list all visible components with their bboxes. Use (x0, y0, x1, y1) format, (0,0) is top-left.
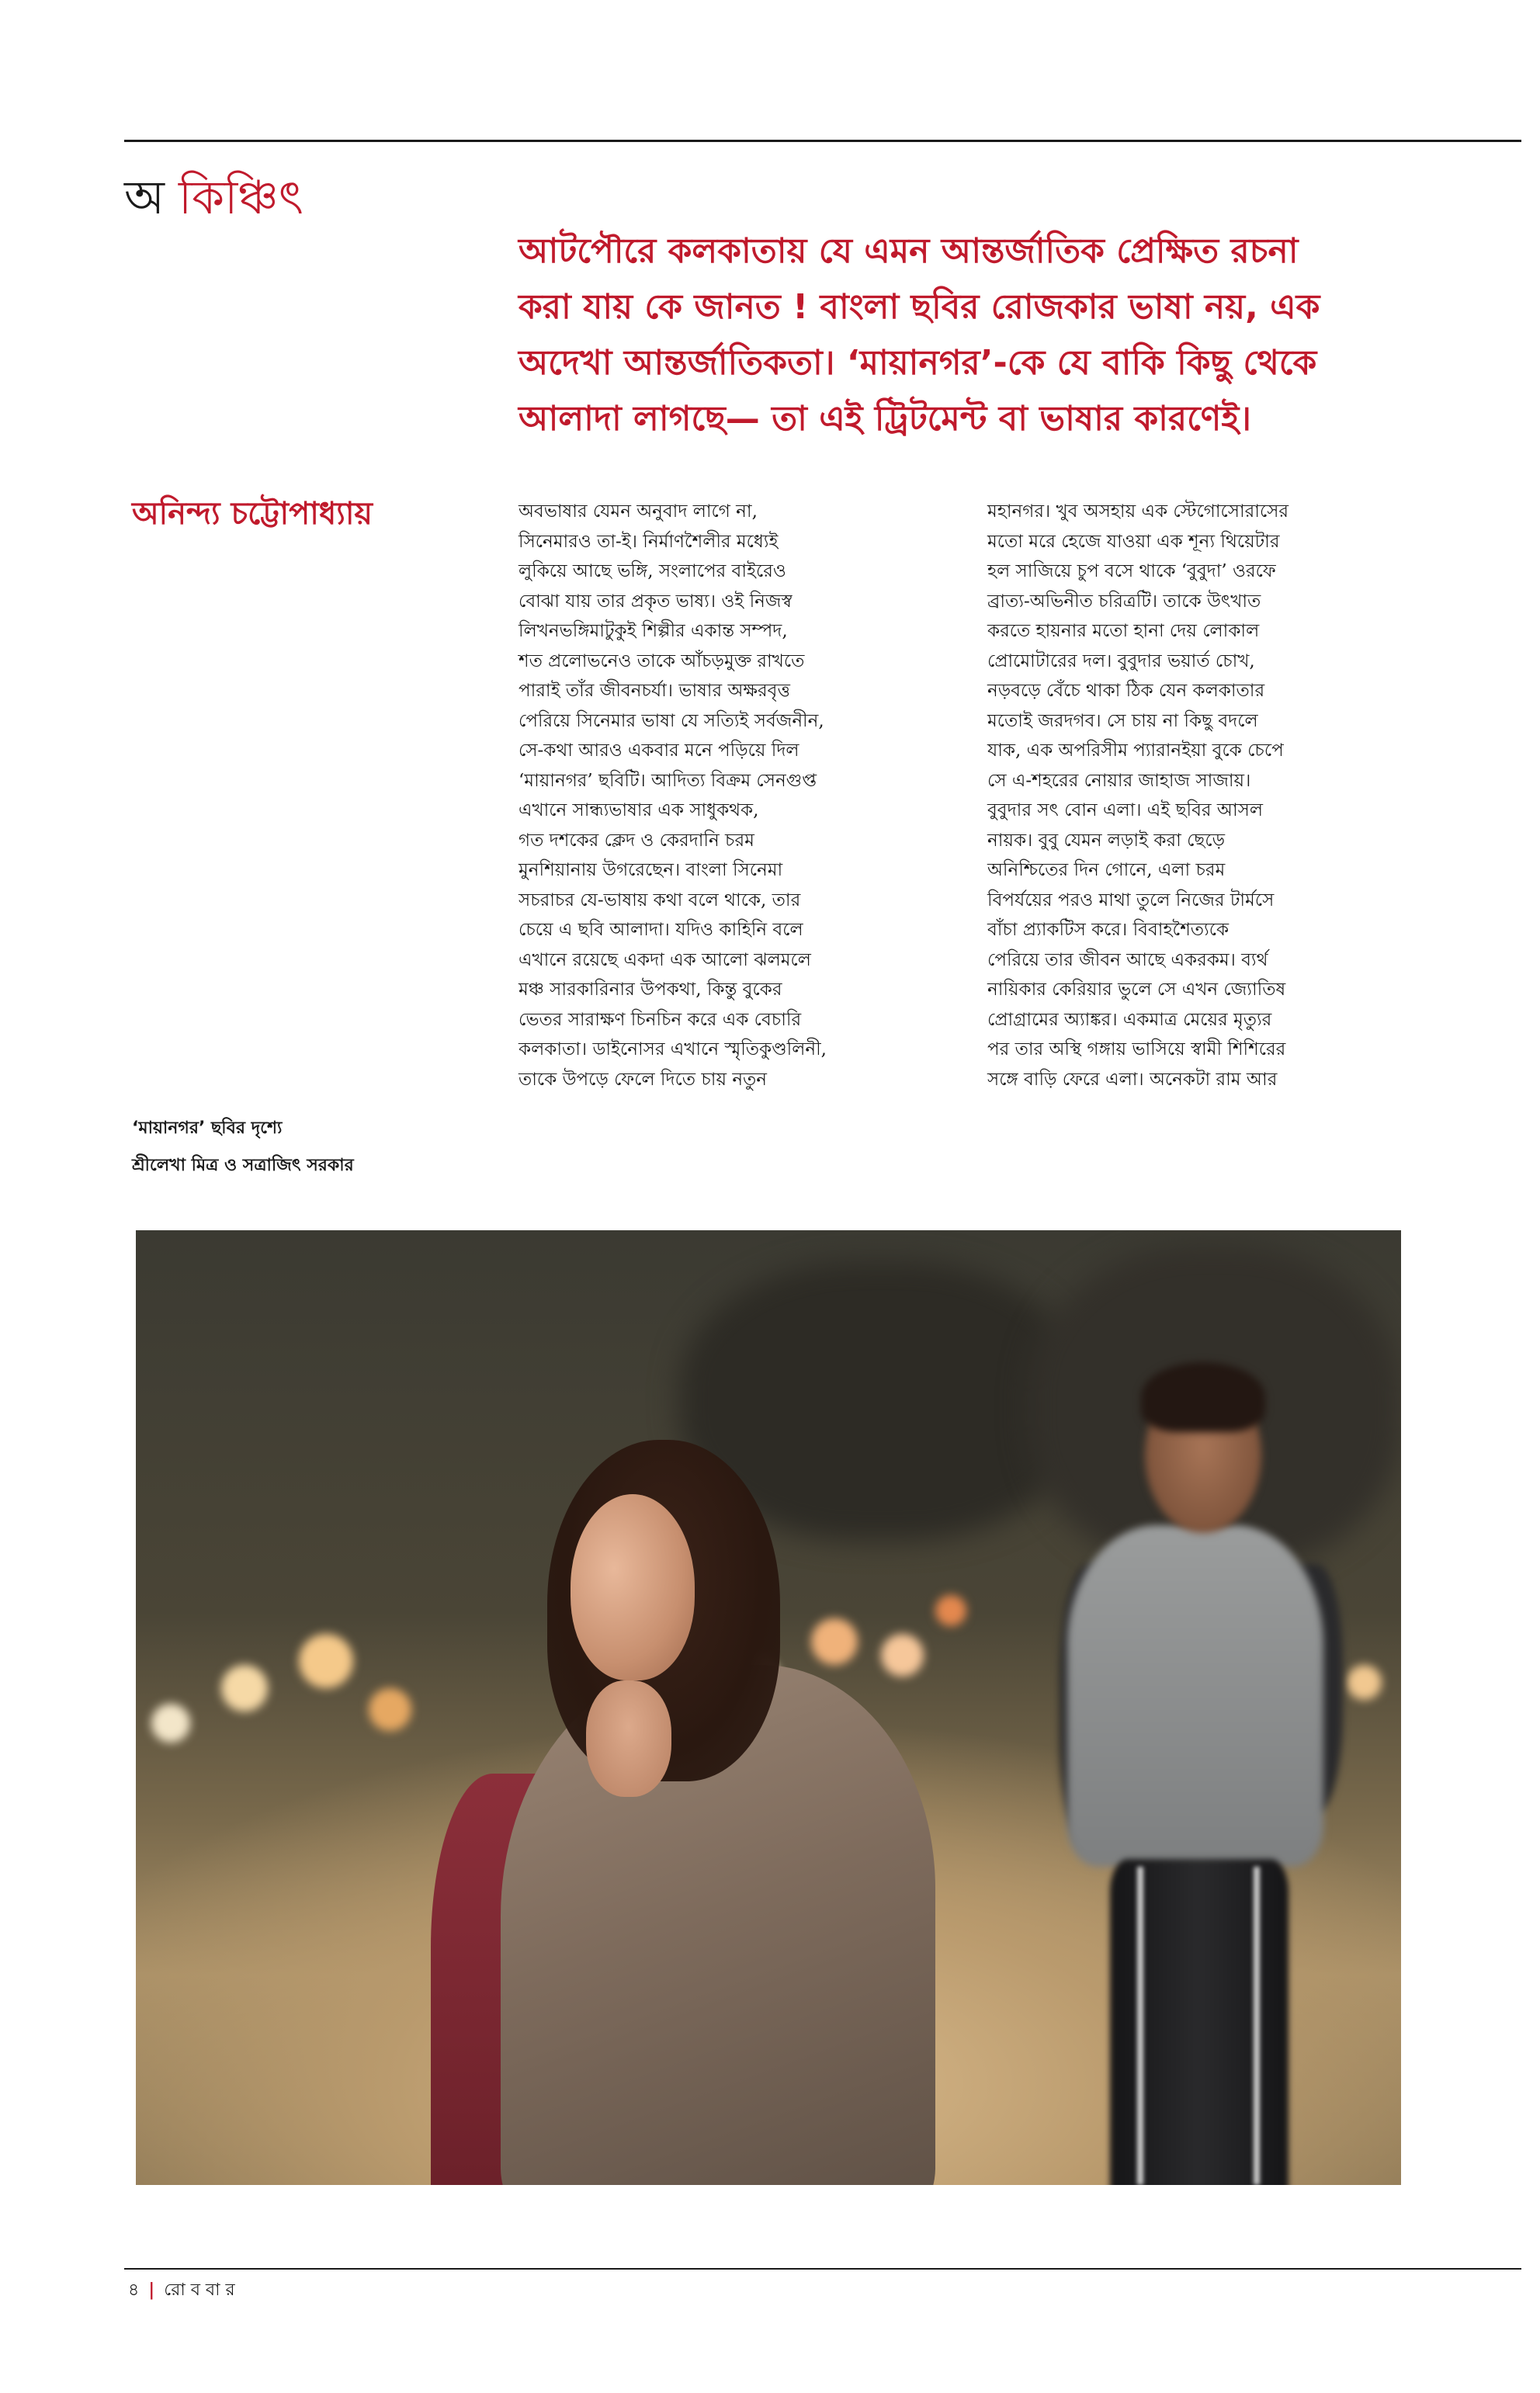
pullquote-line: আলাদা লাগছে— তা এই ট্রিটমেন্ট বা ভাষার কারণেই। (519, 399, 1252, 439)
man-sweater-vest (1067, 1525, 1323, 1867)
article-line: অনিশ্চিতের দিন গোনে, এলা চরম (987, 860, 1226, 880)
author-byline: অনিন্দ্য চট্টোপাধ্যায় (132, 496, 373, 532)
article-line: ‘মায়ানগর’ ছবিটি। আদিত্য বিক্রম সেনগুপ্ত (519, 770, 817, 791)
bokeh-light (811, 1618, 858, 1665)
magazine-name: রো ব বা র (164, 2280, 235, 2300)
article-line: ব্রাত্য-অভিনীত চরিত্রটি। তাকে উৎখাত (987, 591, 1261, 612)
caption-line: ‘মায়ানগর’ ছবির দৃশ্যে (132, 1118, 283, 1138)
man-hair (1141, 1362, 1265, 1432)
article-line: চেয়ে এ ছবি আলাদা। যদিও কাহিনি বলে (519, 920, 803, 940)
article-line: করতে হায়নার মতো হানা দেয় লোকাল (987, 621, 1260, 641)
pullquote-line: অদেখা আন্তর্জাতিকতা। ‘মায়ানগর’-কে যে বাকি কিছু থেকে (519, 343, 1317, 383)
article-line: কলকাতা। ডাইনোসর এখানে স্মৃতিকুণ্ডলিনী, (519, 1039, 827, 1060)
article-line: বাঁচা প্র্যাকটিস করে। বিবাহশৈত্যকে (987, 920, 1230, 940)
article-line: যাক, এক অপরিসীম প্যারানইয়া বুকে চেপে (987, 740, 1284, 761)
pullquote-line: আটপৌরে কলকাতায় যে এমন আন্তর্জাতিক প্রেক্ষিত রচনা (519, 231, 1299, 271)
bokeh-light (935, 1595, 966, 1626)
article-line: প্রোমোটারের দল। বুবুদার ভয়ার্ত চোখ, (987, 650, 1255, 671)
article-line: মহানগর। খুব অসহায় এক স্টেগোসোরাসের (987, 501, 1289, 522)
article-line: পর তার অস্থি গঙ্গায় ভাসিয়ে স্বামী শিশিরের (987, 1039, 1286, 1060)
article-line: গত দশকের ক্লেদ ও কেরদানি চরম (519, 830, 754, 851)
section-prefix: অ (124, 171, 165, 225)
woman-face (571, 1494, 695, 1680)
article-line: এখানে রয়েছে একদা এক আলো ঝলমলে (519, 949, 811, 970)
article-line: মতোই জরদগব। সে চায় না কিছু বদলে (987, 710, 1258, 731)
film-still-photo (136, 1230, 1401, 2185)
article-line: ভেতর সারাক্ষণ চিনচিন করে এক বেচারি (519, 1009, 802, 1030)
bokeh-light (299, 1634, 353, 1688)
page-footer (128, 2274, 235, 2306)
woman-hand (586, 1680, 671, 1797)
footer-separator: | (148, 2280, 155, 2300)
bottom-rule (124, 2268, 1521, 2270)
track-pants-stripe (1137, 1867, 1143, 2185)
article-line: শত প্রলোভনেও তাকে আঁচড়মুক্ত রাখতে (519, 650, 805, 671)
article-line: লুকিয়ে আছে ভঙ্গি, সংলাপের বাইরেও (519, 561, 786, 581)
photo-caption (132, 1110, 458, 1184)
article-line: এখানে সান্ধ্যভাষার এক সাধুকথক, (519, 800, 759, 820)
article-line: লিখনভঙ্গিমাটুকুই শিল্পীর একান্ত সম্পদ, (519, 621, 788, 641)
article-line: পেরিয়ে তার জীবন আছে একরকম। ব্যর্থ (987, 949, 1268, 970)
page-number: ৪ (128, 2280, 140, 2300)
article-line: তাকে উপড়ে ফেলে দিতে চায় নতুন (519, 1069, 768, 1090)
article-line: বোঝা যায় তার প্রকৃত ভাষ্য। ওই নিজস্ব (519, 591, 793, 612)
article-line: সিনেমারও তা-ই। নির্মাণশৈলীর মধ্যেই (519, 531, 779, 552)
caption-line: শ্রীলেখা মিত্র ও সত্রাজিৎ সরকার (132, 1156, 354, 1175)
article-line: নড়বড়ে বেঁচে থাকা ঠিক যেন কলকাতার (987, 681, 1265, 701)
article-line: সে এ-শহরের নোয়ার জাহাজ সাজায়। (987, 770, 1251, 791)
bokeh-light (221, 1665, 268, 1712)
article-line: প্রোগ্রামের অ্যাঙ্কর। একমাত্র মেয়ের মৃত্যুর (987, 1009, 1272, 1030)
track-pants-stripe (1254, 1867, 1260, 2185)
section-heading (124, 167, 303, 229)
bokeh-light (1347, 1665, 1382, 1700)
article-line: পারাই তাঁর জীবনচর্যা। ভাষার অক্ষরবৃত্ত (519, 681, 790, 701)
bokeh-light (881, 1634, 924, 1677)
pullquote-line: করা যায় কে জানত ! বাংলা ছবির রোজকার ভাষা নয়, এক (519, 287, 1320, 327)
article-line: সে-কথা আরও একবার মনে পড়িয়ে দিল (519, 740, 799, 761)
article-line: মুনশিয়ানায় উগরেছেন। বাংলা সিনেমা (519, 860, 783, 880)
article-line: অবভাষার যেমন অনুবাদ লাগে না, (519, 501, 758, 522)
article-line: সচরাচর যে-ভাষায় কথা বলে থাকে, তার (519, 890, 801, 910)
bokeh-light (151, 1704, 190, 1743)
article-line: নায়িকার কেরিয়ার ভুলে সে এখন জ্যোতিষ (987, 980, 1286, 1000)
article-line: পেরিয়ে সিনেমার ভাষা যে সত্যিই সর্বজনীন, (519, 710, 824, 731)
top-rule (124, 140, 1521, 142)
article-column-2 (987, 497, 1445, 1094)
article-line: নায়ক। বুবু যেমন লড়াই করা ছেড়ে (987, 830, 1226, 851)
article-line: হল সাজিয়ে চুপ বসে থাকে ‘বুবুদা’ ওরফে (987, 561, 1276, 581)
article-line: সঙ্গে বাড়ি ফেরে এলা। অনেকটা রাম আর (987, 1069, 1278, 1090)
article-line: বিপর্যয়ের পরও মাথা তুলে নিজের টার্মসে (987, 890, 1275, 910)
article-line: বুবুদার সৎ বোন এলা। এই ছবির আসল (987, 800, 1264, 820)
pullquote (519, 224, 1473, 447)
article-line: মতো মরে হেজে যাওয়া এক শূন্য থিয়েটার (987, 531, 1280, 552)
article-column-1 (519, 497, 976, 1094)
bokeh-light (369, 1688, 411, 1731)
article-line: মঞ্চ সারকারিনার উপকথা, কিন্তু বুকের (519, 980, 782, 1000)
section-name: কিঞ্চিৎ (178, 171, 303, 225)
